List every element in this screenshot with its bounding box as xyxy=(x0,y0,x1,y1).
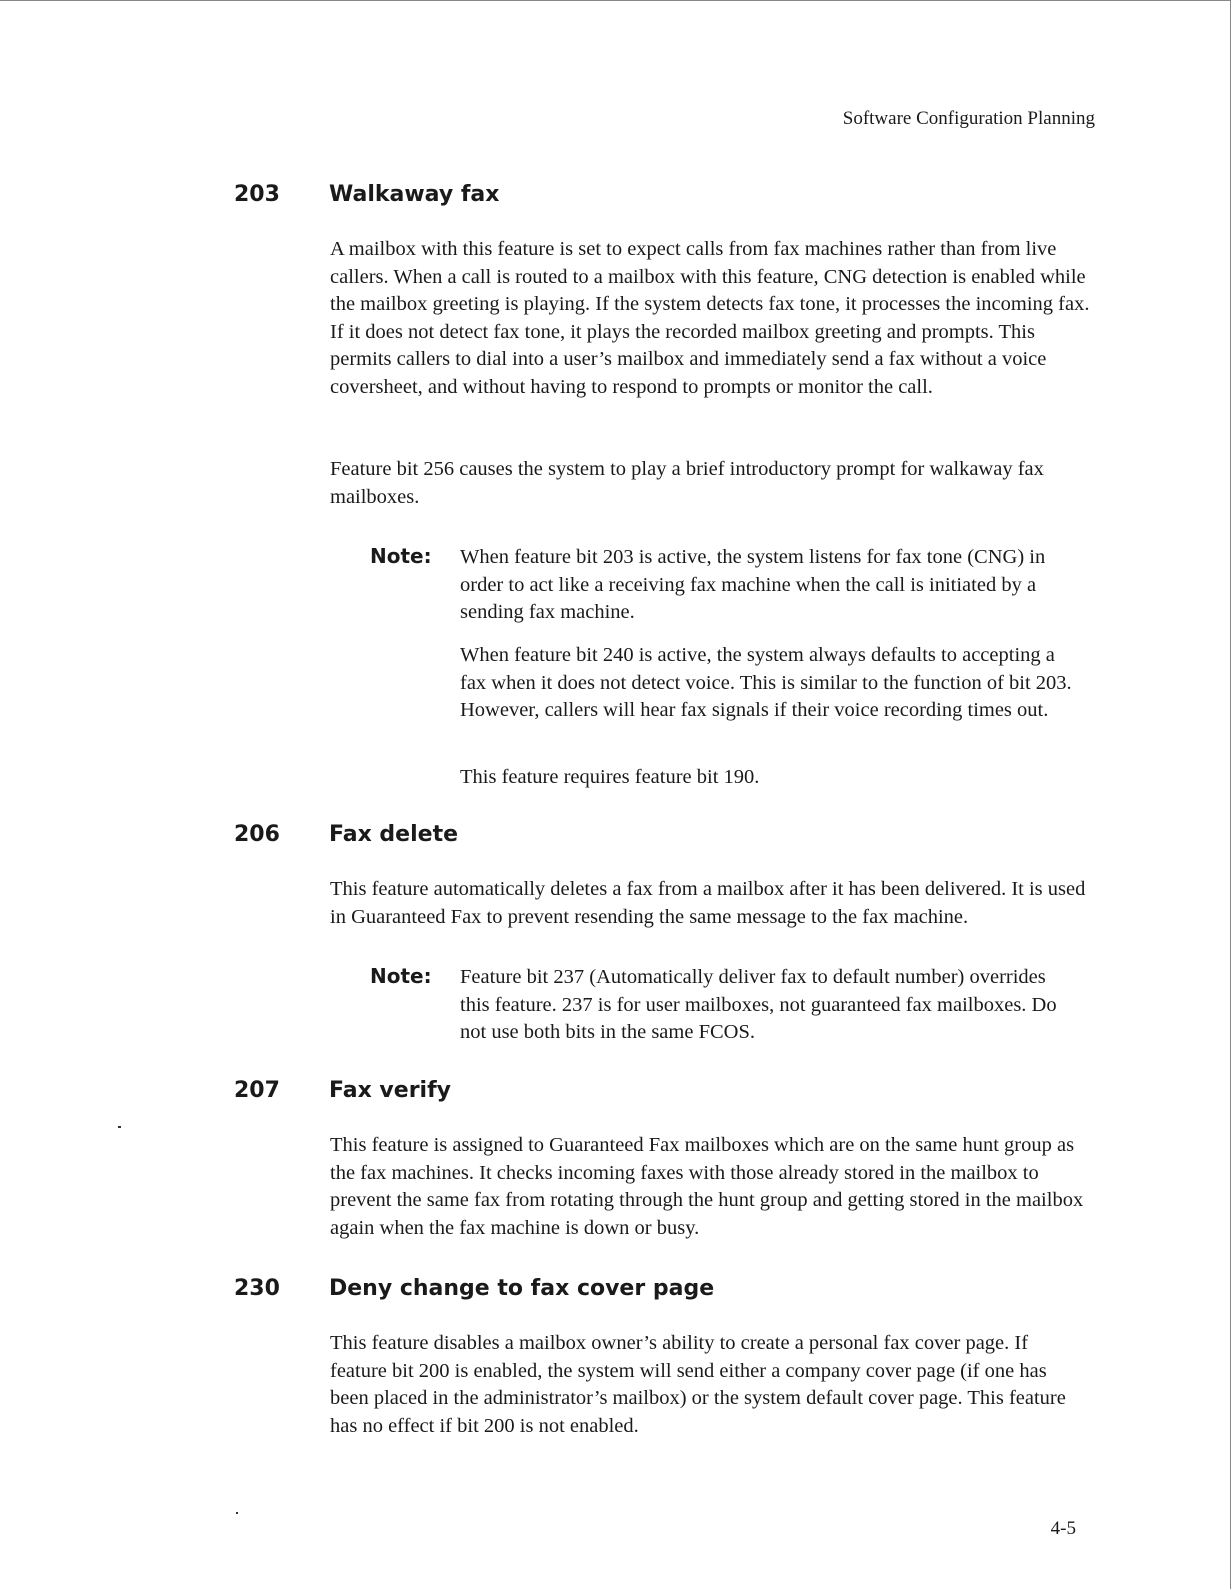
note-label: Note: xyxy=(370,544,432,568)
section-number: 203 xyxy=(234,182,280,207)
section-title: Fax verify xyxy=(329,1078,451,1103)
note-paragraph: Feature bit 237 (Automatically deliver fax to default number) overrides this feature. 237 is for user mailboxes, not guaranteed fax mailboxes. Do not use both bits in the same FCOS. xyxy=(460,966,1057,1044)
body-paragraph: This feature automatically deletes a fax from a mailbox after it has been delivered. It is used in Guaranteed Fax to prevent resending the same message to the fax machine. xyxy=(330,878,1086,928)
scan-speck xyxy=(118,1126,121,1128)
body-paragraph: This feature disables a mailbox owner’s ability to create a personal fax cover page. If feature bit 200 is enabled, the system will send either a company cover page (if one has been placed in the administrator’s mailbox) or the system default cover page. This feature has no effect if bit 200 is not enabled. xyxy=(330,1332,1066,1437)
page-number: 4-5 xyxy=(1050,1518,1076,1539)
body-paragraph: This feature is assigned to Guaranteed Fax mailboxes which are on the same hunt group as the fax machines. It checks incoming faxes with those already stored in the mailbox to prevent the same fax from rotating through the hunt group and getting stored in the mailbox again when the fax machine is down or busy. xyxy=(330,1134,1084,1239)
section-number: 206 xyxy=(234,822,280,847)
note-label: Note: xyxy=(370,964,432,988)
scan-speck xyxy=(236,1512,238,1514)
running-header: Software Configuration Planning xyxy=(842,108,1095,129)
body-paragraph: A mailbox with this feature is set to expect calls from fax machines rather than from live callers. When a call is routed to a mailbox with this feature, CNG detection is enabled while the mailbox greeting is playing. If the system detects fax tone, it processes the incoming fax. If it does not detect fax tone, it plays the recorded mailbox greeting and prompts. This permits callers to dial into a user’s mailbox and immediately send a fax without a voice coversheet, and without having to respond to prompts or monitor the call. xyxy=(330,238,1090,398)
note-paragraph: When feature bit 240 is active, the system always defaults to accepting a fax when it does not detect voice. This is similar to the function of bit 203. However, callers will hear fax signals if their voice recording times out. xyxy=(460,644,1072,722)
body-paragraph: Feature bit 256 causes the system to play a brief introductory prompt for walkaway fax mailboxes. xyxy=(330,458,1044,508)
section-number: 207 xyxy=(234,1078,280,1103)
section-title: Fax delete xyxy=(329,822,459,847)
section-title: Deny change to fax cover page xyxy=(329,1276,715,1301)
section-title: Walkaway fax xyxy=(329,182,500,207)
note-paragraph: When feature bit 203 is active, the system listens for fax tone (CNG) in order to act like a receiving fax machine when the call is initiated by a sending fax machine. xyxy=(460,546,1046,624)
section-number: 230 xyxy=(234,1276,280,1301)
note-paragraph: This feature requires feature bit 190. xyxy=(460,766,760,788)
